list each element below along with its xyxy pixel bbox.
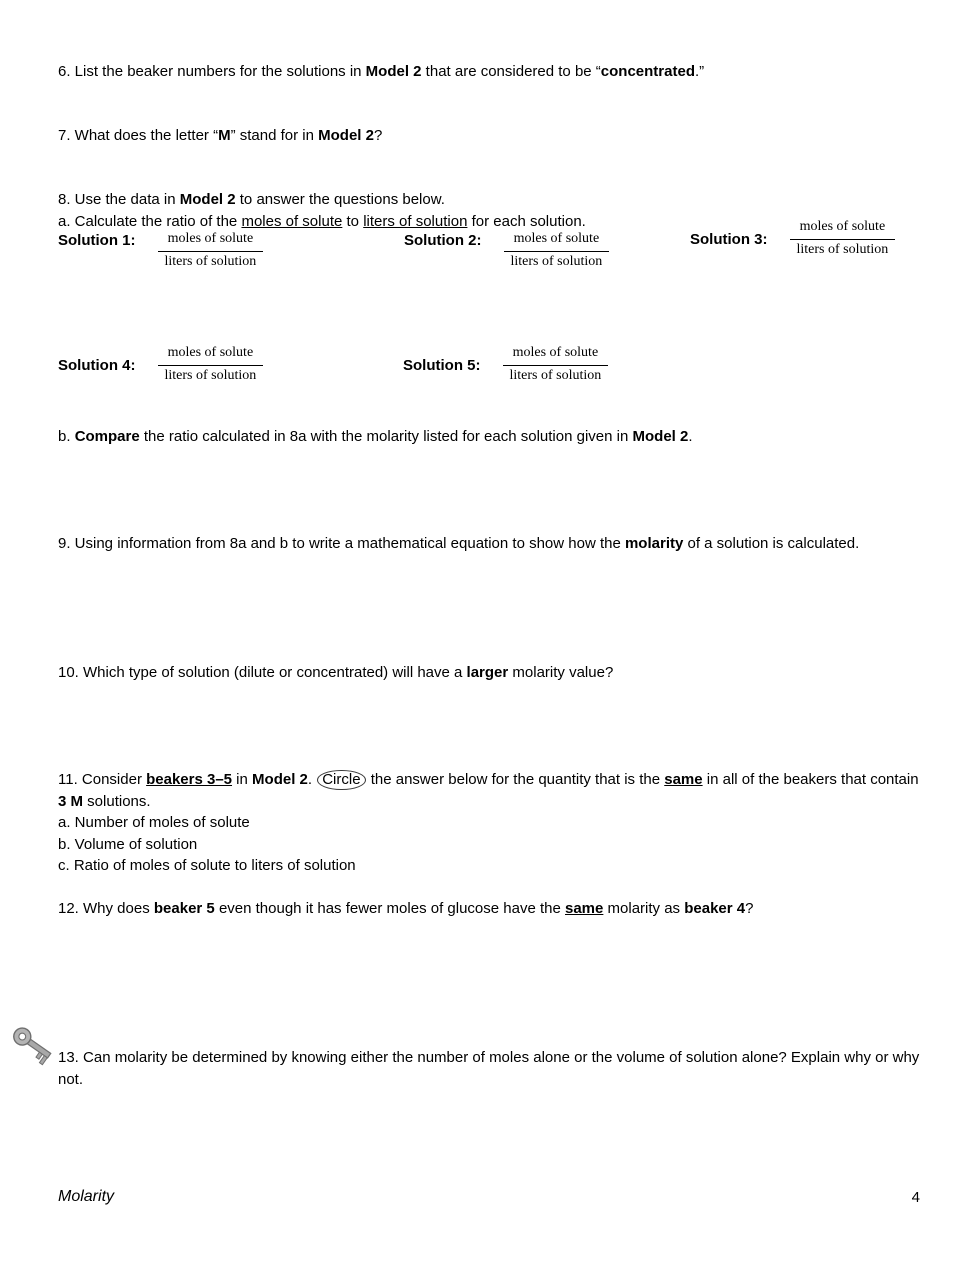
question-11 [58, 769, 920, 877]
question-10: 10. Which type of solution (dilute or concentrated) will have a larger molarity value? [58, 664, 614, 681]
solution-2-ratio [404, 230, 609, 272]
ratio-fraction-1 [158, 230, 264, 272]
footer-document-title: Molarity [58, 1188, 115, 1205]
solution-4-label: Solution 4: [58, 356, 136, 374]
solution-2-label: Solution 2: [404, 232, 482, 249]
ratio-fraction-4 [158, 344, 264, 386]
fraction-numerator: moles of solute [790, 218, 896, 240]
question-6: 6. List the beaker numbers for the solutions in Model 2 that are considered to be “concentrated.” [58, 63, 705, 80]
question-11-option-c: c. Ratio of moles of solute to liters of solution [58, 857, 356, 874]
fraction-numerator: moles of solute [504, 230, 610, 252]
question-12: 12. Why does beaker 5 even though it has fewer moles of glucose have the same molarity as beaker 4? [58, 900, 754, 917]
solution-5-label: Solution 5: [403, 356, 481, 374]
ratio-fraction-5 [503, 344, 609, 386]
ratio-fraction-3 [790, 218, 896, 260]
solution-3-ratio [690, 218, 895, 260]
solution-4-ratio [58, 344, 263, 386]
fraction-numerator: moles of solute [503, 344, 609, 366]
question-11-option-a: a. Number of moles of solute [58, 814, 250, 831]
key-icon [8, 1022, 60, 1070]
fraction-numerator: moles of solute [158, 230, 264, 252]
question-9: 9. Using information from 8a and b to write a mathematical equation to show how the molarity of a solution is calculated. [58, 535, 860, 552]
question-11-option-b: b. Volume of solution [58, 835, 198, 853]
fraction-denominator: liters of solution [510, 253, 603, 269]
fraction-denominator: liters of solution [164, 253, 257, 269]
fraction-numerator: moles of solute [158, 344, 264, 366]
question-8a: a. Calculate the ratio of the moles of solute to liters of solution for each solution. [58, 212, 586, 230]
question-13: 13. Can molarity be determined by knowing either the number of moles alone or the volume of solution alone? Explain why or why not. [58, 1049, 920, 1088]
ratio-fraction-2 [504, 230, 610, 272]
solution-1-ratio [58, 230, 263, 272]
question-11-intro: 11. Consider beakers 3–5 in Model 2. Circle the answer below for the quantity that is the same in all of the beakers that contain 3 M solutions. [58, 771, 919, 810]
fraction-denominator: liters of solution [796, 241, 889, 257]
question-7: 7. What does the letter “M” stand for in Model 2? [58, 127, 383, 144]
solution-1-label: Solution 1: [58, 232, 136, 249]
solution-5-ratio [403, 344, 608, 386]
question-8-intro: 8. Use the data in Model 2 to answer the questions below. [58, 191, 445, 208]
solution-3-label: Solution 3: [690, 230, 768, 248]
fraction-denominator: liters of solution [164, 367, 257, 383]
fraction-denominator: liters of solution [509, 367, 602, 383]
question-8b: b. Compare the ratio calculated in 8a with the molarity listed for each solution given in Model 2. [58, 428, 693, 445]
footer-page-number: 4 [911, 1189, 920, 1206]
